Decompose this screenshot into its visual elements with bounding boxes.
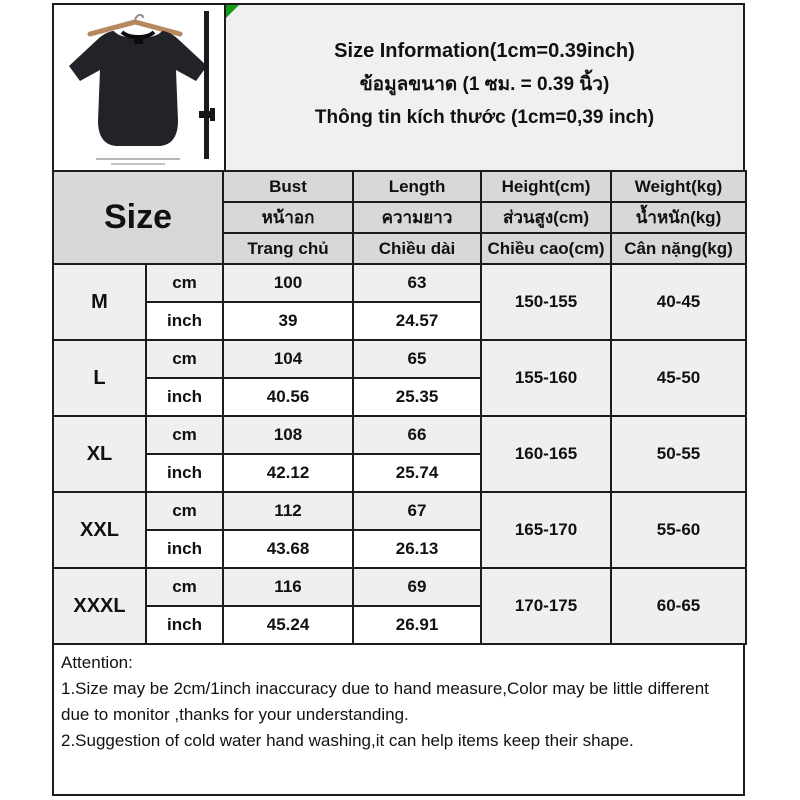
weight-range: 45-50 [611, 340, 746, 416]
bust-cm: 100 [223, 264, 353, 302]
bust-inch: 43.68 [223, 530, 353, 568]
length-cm: 69 [353, 568, 481, 606]
tshirt-photo [54, 5, 220, 170]
size-label-m: M [53, 264, 146, 340]
unit-label: cm [146, 416, 223, 454]
weight-range: 50-55 [611, 416, 746, 492]
table-row [53, 416, 746, 454]
bust-cm: 116 [223, 568, 353, 606]
col-header-length-th: ความยาว [353, 202, 481, 233]
weight-range: 40-45 [611, 264, 746, 340]
bust-inch: 39 [223, 302, 353, 340]
bust-inch: 42.12 [223, 454, 353, 492]
attention-box [52, 643, 745, 796]
bust-cm: 104 [223, 340, 353, 378]
bust-cm: 108 [223, 416, 353, 454]
product-image [54, 5, 226, 170]
unit-label: cm [146, 340, 223, 378]
unit-label: cm [146, 264, 223, 302]
caption-lines [96, 158, 180, 165]
length-cm: 65 [353, 340, 481, 378]
col-header-weight-th: น้ำหนัก(kg) [611, 202, 746, 233]
length-inch: 26.13 [353, 530, 481, 568]
bust-inch: 40.56 [223, 378, 353, 416]
height-range: 155-160 [481, 340, 611, 416]
col-header-length-en: Length [353, 171, 481, 202]
height-range: 170-175 [481, 568, 611, 644]
unit-label: inch [146, 606, 223, 644]
title-box [226, 5, 743, 170]
unit-label: inch [146, 454, 223, 492]
size-label-l: L [53, 340, 146, 416]
col-header-length-vi: Chiều dài [353, 233, 481, 264]
size-label-xxl: XXL [53, 492, 146, 568]
height-range: 165-170 [481, 492, 611, 568]
size-label-xxxl: XXXL [53, 568, 146, 644]
height-range: 160-165 [481, 416, 611, 492]
tshirt-icon [69, 31, 207, 146]
col-header-height-vi: Chiều cao(cm) [481, 233, 611, 264]
weight-range: 60-65 [611, 568, 746, 644]
table-row [53, 340, 746, 378]
unit-label: inch [146, 378, 223, 416]
length-cm: 63 [353, 264, 481, 302]
title-vietnamese: Thông tin kích thước (1cm=0,39 inch) [314, 107, 655, 128]
top-section [52, 3, 745, 172]
table-row [53, 264, 746, 302]
stand-pole-icon [199, 11, 215, 159]
col-header-bust-vi: Trang chủ [223, 233, 353, 264]
size-label-xl: XL [53, 416, 146, 492]
attention-item-1: 1.Size may be 2cm/1inch inaccuracy due to hand measure,Color may be little different due to monitor ,thanks for your understanding. [61, 679, 709, 724]
green-corner-icon [226, 5, 239, 18]
unit-label: cm [146, 492, 223, 530]
length-inch: 25.35 [353, 378, 481, 416]
table-row [53, 492, 746, 530]
col-header-height-th: ส่วนสูง(cm) [481, 202, 611, 233]
height-range: 150-155 [481, 264, 611, 340]
col-header-height-en: Height(cm) [481, 171, 611, 202]
unit-label: cm [146, 568, 223, 606]
weight-range: 55-60 [611, 492, 746, 568]
attention-item-2: 2.Suggestion of cold water hand washing,it can help items keep their shape. [61, 731, 634, 750]
unit-label: inch [146, 302, 223, 340]
length-inch: 25.74 [353, 454, 481, 492]
length-inch: 26.91 [353, 606, 481, 644]
bust-cm: 112 [223, 492, 353, 530]
title-thai: ข้อมูลขนาด (1 ซม. = 0.39 นิ้ว) [359, 74, 610, 95]
col-header-weight-vi: Cân nặng(kg) [611, 233, 746, 264]
col-header-weight-en: Weight(kg) [611, 171, 746, 202]
bust-inch: 45.24 [223, 606, 353, 644]
size-chart-sheet [52, 3, 745, 796]
size-header-cell: Size [53, 171, 223, 264]
attention-title: Attention: [61, 653, 133, 672]
col-header-bust-th: หน้าอก [223, 202, 353, 233]
col-header-bust-en: Bust [223, 171, 353, 202]
table-row [53, 568, 746, 606]
length-cm: 67 [353, 492, 481, 530]
length-cm: 66 [353, 416, 481, 454]
unit-label: inch [146, 530, 223, 568]
title-english: Size Information(1cm=0.39inch) [334, 40, 635, 62]
length-inch: 24.57 [353, 302, 481, 340]
size-table [52, 170, 747, 645]
